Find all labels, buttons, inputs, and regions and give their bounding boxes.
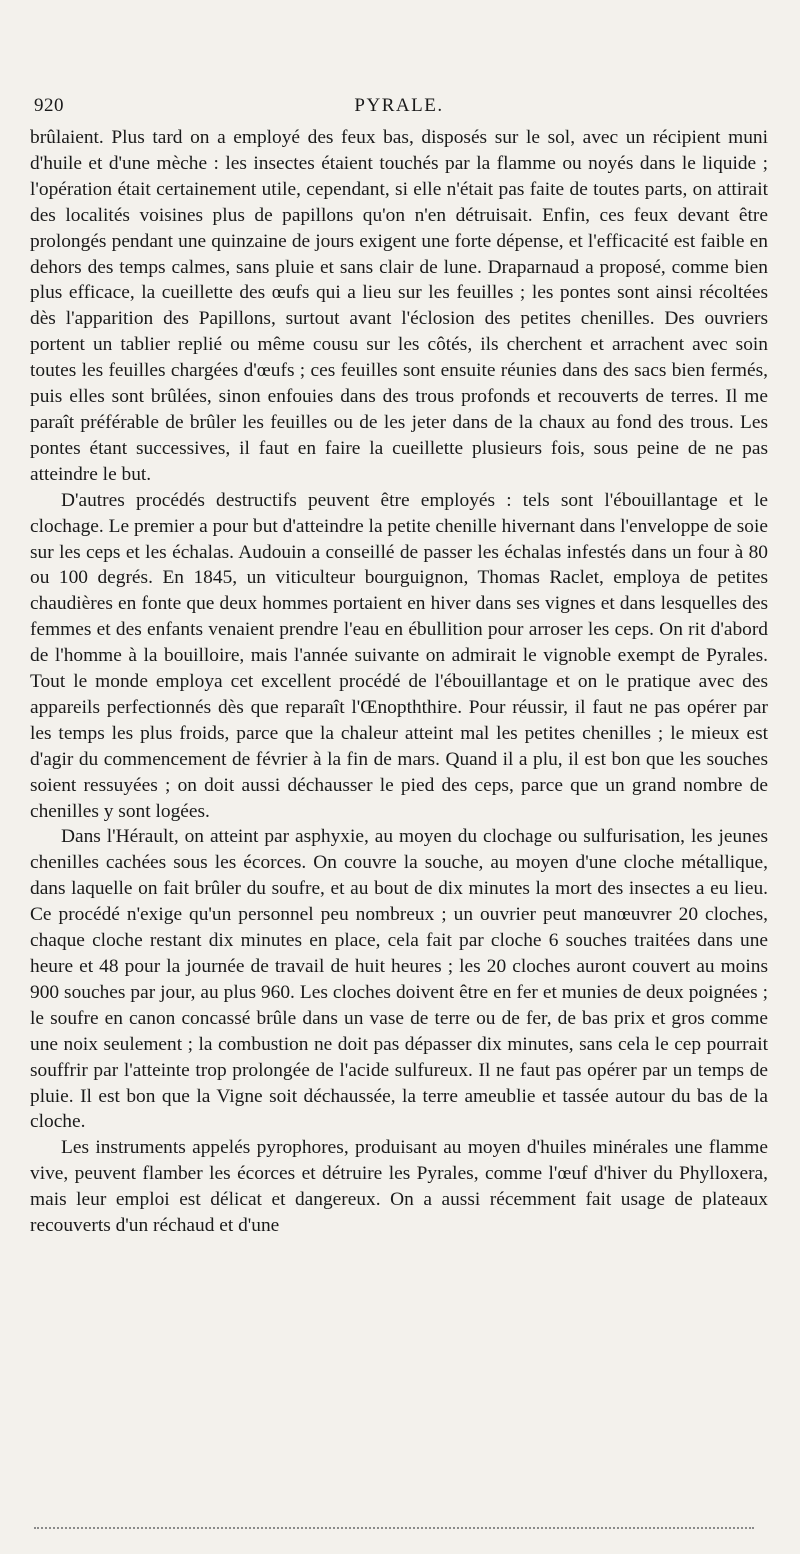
paragraph: Les instruments appelés pyrophores, produisant au moyen d'huiles minérales une flamme vive, peuvent flamber les écorces et détruire les Pyrales, comme l'œuf d'hiver du Phylloxera, mais leur emploi est délicat et dangereux. On a aussi récemment fait usage de plateaux recouverts d'un réchaud et d'une <box>30 1137 768 1237</box>
book-page <box>30 95 768 1239</box>
footer-rule <box>34 1527 754 1529</box>
paragraph: brûlaient. Plus tard on a employé des feux bas, disposés sur le sol, avec un récipient muni d'huile et d'une mèche : les insectes étaient touchés par la flamme ou noyés dans le liquide ; l'opération était certainement utile, cependant, si elle n'était pas faite de toutes parts, on attirait des localités voisines plus de papillons qu'on n'en détruisait. Enfin, ces feux devant être prolongés pendant une quinzaine de jours exigent une forte dépense, et l'efficacité est faible en dehors des temps calmes, sans pluie et sans clair de lune. Draparnaud a proposé, comme bien plus efficace, la cueillette des œufs qui a lieu sur les feuilles ; les pontes sont ainsi récoltées dès l'apparition des Papillons, surtout avant l'éclosion des petites chenilles. Des ouvriers portent un tablier replié ou même cousu sur les côtés, ils cherchent et arrachent avec soin toutes les feuilles chargées d'œufs ; ces feuilles sont ensuite réunies dans des sacs bien fermés, puis elles sont brûlées, sinon enfouies dans des trous profonds et recouverts de terres. Il me paraît préférable de brûler les feuilles ou de les jeter dans de la chaux au fond des trous. Les pontes étant successives, il faut en faire la cueillette plusieurs fois, sous peine de ne pas atteindre le but. <box>30 127 768 485</box>
page-number: 920 <box>34 95 64 116</box>
paragraph: D'autres procédés destructifs peuvent être employés : tels sont l'ébouillantage et le clochage. Le premier a pour but d'atteindre la petite chenille hivernant dans l'enveloppe de soie sur les ceps et les échalas. Audouin a conseillé de passer les échalas infestés dans un four à 80 ou 100 degrés. En 1845, un viticulteur bourguignon, Thomas Raclet, employa de petites chaudières en fonte que deux hommes portaient en hiver dans ses vignes et dans lesquelles des femmes et des enfants venaient prendre l'eau en ébullition pour arroser les ceps. On rit d'abord de l'homme à la bouilloire, mais l'année suivante on admirait le vignoble exempt de Pyrales. Tout le monde employa cet excellent procédé de l'ébouillantage et on le pratique avec des appareils perfectionnés dès que reparaît l'Œnopththire. Pour réussir, il faut ne pas opérer par les temps les plus froids, parce que la chaleur atteint mal les petites chenilles ; le mieux est d'agir du commencement de février à la fin de mars. Quand il a plu, il est bon que les souches soient ressuyées ; on doit aussi déchausser le pied des ceps, parce que un grand nombre de chenilles y sont logées. <box>30 489 768 822</box>
page-header <box>30 95 768 125</box>
running-head: PYRALE. <box>354 95 444 116</box>
paragraph: Dans l'Hérault, on atteint par asphyxie, au moyen du clochage ou sulfurisation, les jeunes chenilles cachées sous les écorces. On couvre la souche, au moyen d'une cloche métallique, dans laquelle on fait brûler du soufre, et au bout de dix minutes la mort des insectes a eu lieu. Ce procédé n'exige qu'un personnel peu nombreux ; un ouvrier peut manœuvrer 20 cloches, chaque cloche restant dix minutes en place, cela fait par cloche 6 souches traitées dans une heure et 48 pour la journée de travail de huit heures ; les 20 cloches auront couvert au moins 900 souches par jour, au plus 960. Les cloches doivent être en fer et munies de deux poignées ; le soufre en canon concassé brûle dans un vase de terre ou de fer, de bas prix et gros comme une noix seulement ; la combustion ne doit pas dépasser dix minutes, sans cela le cep pourrait souffrir par l'atteinte trop prolongée de l'acide sulfureux. Il ne faut pas opérer par un temps de pluie. Il est bon que la Vigne soit déchaussée, la terre ameublie et tassée autour du bas de la cloche. <box>30 826 768 1133</box>
body-text <box>30 125 768 1239</box>
